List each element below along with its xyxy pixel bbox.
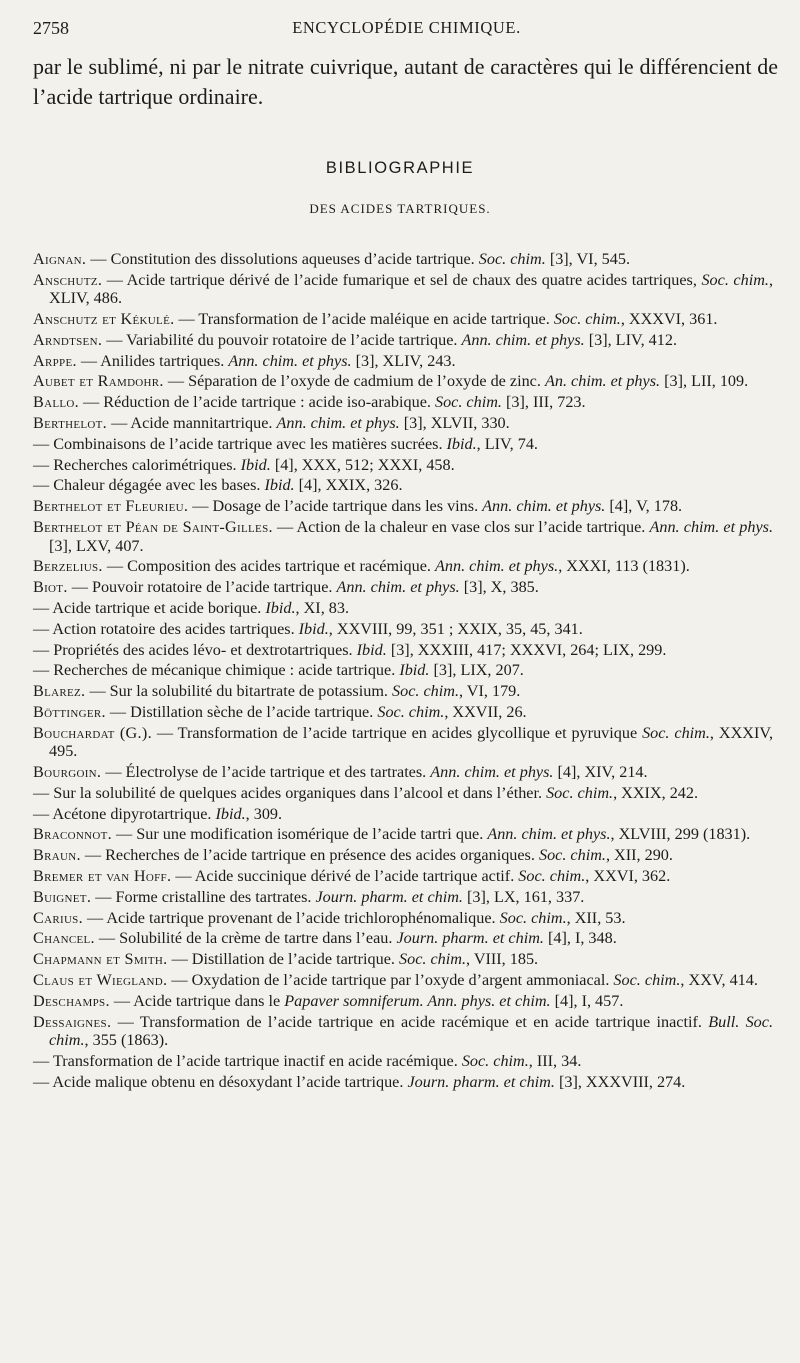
bibliography-entry xyxy=(33,1013,773,1050)
entry-source: Ann. chim. et phys. xyxy=(276,414,400,433)
entry-source: Ann. chim. et phys. xyxy=(461,330,585,349)
entry-title: — Recherches calorimétriques. xyxy=(33,455,241,474)
entry-author: Anschutz et Kékulé. xyxy=(33,310,175,329)
entry-author: Braun. xyxy=(33,846,81,865)
entry-source: Ann. chim. et phys. xyxy=(649,518,773,537)
entry-reference: , XXVIII, 99, 351 ; XXIX, 35, 45, 341. xyxy=(328,619,583,638)
entry-author: Claus et Wiegland. xyxy=(33,971,168,989)
entry-title: — Acide tartrique dérivé de l’acide fumarique et sel de chaux des quatre acides tartriques, xyxy=(102,270,702,289)
bibliography-entry xyxy=(33,476,773,495)
entry-reference: [3], III, 723. xyxy=(501,393,586,412)
entry-source: Ann. chim. et phys. xyxy=(482,497,606,516)
bibliography-entry xyxy=(33,846,773,865)
entry-reference: [3], XLIV, 243. xyxy=(351,351,456,370)
entry-reference: , XLVIII, 299 (1831). xyxy=(610,825,751,844)
entry-title: — Oxydation de l’acide tartrique par l’oxyde d’argent ammoniacal. xyxy=(167,971,614,989)
entry-source: Ibid. xyxy=(264,476,295,495)
entry-source: Soc. chim. xyxy=(613,971,681,989)
entry-source: Ibid. xyxy=(356,640,387,659)
bibliography-entry xyxy=(33,414,773,433)
entry-title: — Dosage de l’acide tartrique dans les vins. xyxy=(188,497,483,516)
entry-title: — Sur la solubilité de quelques acides organiques dans l’alcool et dans l’éther. xyxy=(33,783,547,802)
bibliography-entry xyxy=(33,310,773,329)
entry-title: — Séparation de l’oxyde de cadmium de l’oxyde de zinc. xyxy=(163,372,545,391)
entry-author: Berthelot et Fleurieu. xyxy=(33,497,189,516)
entry-author: Dessaignes. xyxy=(33,1012,112,1031)
entry-title: — Acide mannitartrique. xyxy=(107,414,277,433)
entry-title: — Forme cristalline des tartrates. xyxy=(91,887,316,906)
entry-reference: , XI, 83. xyxy=(295,598,350,617)
entry-source: Journ. pharm. et chim. xyxy=(407,1072,555,1091)
entry-source: Bull. Soc. chim. xyxy=(49,1012,773,1050)
bibliography-entry xyxy=(33,703,773,722)
entry-reference: , VI, 179. xyxy=(459,682,521,701)
entry-title: — Distillation sèche de l’acide tartrique. xyxy=(105,702,378,721)
entry-author: Blarez. xyxy=(33,682,86,701)
entry-title: — Combinaisons de l’acide tartrique avec les matières sucrées. xyxy=(33,434,447,453)
entry-title: — Transformation de l’acide tartrique en acides glycollique et pyruvique xyxy=(151,723,643,742)
entry-reference: , III, 34. xyxy=(528,1051,582,1070)
entry-title: — Acide succinique dérivé de l’acide tartrique actif. xyxy=(171,867,519,886)
bibliography-entry xyxy=(33,393,773,412)
bibliography-entry xyxy=(33,888,773,907)
entry-source: Soc. chim. xyxy=(478,250,546,268)
entry-reference: , 355 (1863). xyxy=(84,1031,169,1050)
entry-source: Ibid. xyxy=(298,619,329,638)
entry-source: Ibid. xyxy=(399,661,430,680)
entry-reference: [3], LII, 109. xyxy=(660,372,749,391)
entry-title: — Acétone dipyrotartrique. xyxy=(33,804,216,823)
entry-author: Braconnot. xyxy=(33,825,112,844)
bibliography-entry xyxy=(33,825,773,844)
entry-reference: , 309. xyxy=(245,804,283,823)
entry-title: — Pouvoir rotatoire de l’acide tartrique. xyxy=(67,578,337,597)
entry-author: Ballo. xyxy=(33,393,79,412)
entry-source: Soc. chim. xyxy=(518,867,586,886)
entry-author: Bremer et van Hoff. xyxy=(33,867,172,886)
bibliography-entry xyxy=(33,682,773,701)
page-number: 2758 xyxy=(33,18,69,38)
entry-author: Berthelot. xyxy=(33,414,108,433)
entry-reference: , XXVI, 362. xyxy=(585,867,671,886)
entry-author: Berthelot et Péan de Saint-Gilles. xyxy=(33,518,273,537)
bibliography-entry xyxy=(33,497,773,516)
entry-author: Chancel. xyxy=(33,929,95,948)
entry-title: — Distillation de l’acide tartrique. xyxy=(167,950,400,969)
entry-title: — Sur une modification isomérique de l’acide tartri que. xyxy=(111,825,488,844)
entry-title: — Acide malique obtenu en désoxydant l’acide tartrique. xyxy=(33,1072,408,1091)
entry-title: — Recherches de l’acide tartrique en présence des acides organiques. xyxy=(80,846,539,865)
entry-source: Ann. chim. et phys. xyxy=(435,557,559,576)
entry-source: Soc. chim. xyxy=(553,310,621,329)
bibliography-entry xyxy=(33,599,773,618)
bibliography-entry xyxy=(33,435,773,454)
entry-title: — Transformation de l’acide maléique en acide tartrique. xyxy=(174,310,554,329)
entry-reference: [4], I, 457. xyxy=(550,991,624,1010)
entry-author: Deschamps. xyxy=(33,991,110,1010)
bibliography-entry xyxy=(33,784,773,803)
entry-reference: , LIV, 74. xyxy=(476,434,538,453)
bibliography-entry xyxy=(33,971,773,990)
entry-reference: , XXIX, 242. xyxy=(613,783,699,802)
entry-author: Bourgoin. xyxy=(33,763,102,782)
entry-reference: , XII, 53. xyxy=(566,908,626,927)
entry-title: — Propriétés des acides lévo- et dextrotartriques. xyxy=(33,640,357,659)
entry-source: Soc. chim. xyxy=(546,783,614,802)
entry-reference: [4], V, 178. xyxy=(605,497,683,516)
entry-source: Soc. chim. xyxy=(392,682,459,701)
bibliography-entry xyxy=(33,331,773,350)
entry-title: — Chaleur dégagée avec les bases. xyxy=(33,476,265,495)
running-title: ENCYCLOPÉDIE CHIMIQUE. xyxy=(292,18,521,37)
bibliography-entry xyxy=(33,456,773,475)
entry-source: Ibid. xyxy=(240,455,271,474)
entry-source: Ann. chim. et phys. xyxy=(430,763,554,782)
bibliography-entry xyxy=(33,805,773,824)
bibliography-entry xyxy=(33,763,773,782)
bibliography-entry xyxy=(33,867,773,886)
entry-title: — Action de la chaleur en vase clos sur l’acide tartrique. xyxy=(272,518,650,537)
entry-author: Chapmann et Smith. xyxy=(33,950,168,969)
entry-source: Ibid. xyxy=(215,804,246,823)
entry-source: Soc. chim. xyxy=(499,908,567,927)
entry-source: Ann. chim. et phys. xyxy=(228,351,352,370)
entry-source: Soc. chim. xyxy=(434,393,502,412)
entry-reference: [4], XXIX, 326. xyxy=(294,476,403,495)
entry-reference: [3], XLVII, 330. xyxy=(399,414,510,433)
entry-source: An. chim. et phys. xyxy=(544,372,661,391)
entry-title: — Réduction de l’acide tartrique : acide iso-arabique. xyxy=(78,393,435,412)
entry-reference: [3], XXXVIII, 274. xyxy=(554,1072,686,1091)
entry-author: Anschutz. xyxy=(33,270,103,289)
entry-reference: [3], X, 385. xyxy=(459,578,539,597)
entry-title: — Acide tartrique dans le xyxy=(109,991,285,1010)
entry-reference: [4], I, 348. xyxy=(543,929,617,948)
entry-title: — Recherches de mécanique chimique : acide tartrique. xyxy=(33,661,400,680)
bibliography-entry xyxy=(33,641,773,660)
entry-reference: , XXXVI, 361. xyxy=(620,310,718,329)
entry-author: Böttinger. xyxy=(33,702,106,721)
bibliography-list xyxy=(33,250,773,1093)
bibliography-entry xyxy=(33,578,773,597)
entry-reference: , XXXIV, 495. xyxy=(49,723,773,761)
entry-title: — Sur la solubilité du bitartrate de potassium. xyxy=(85,682,393,701)
entry-title: — Composition des acides tartrique et racémique. xyxy=(102,557,435,576)
entry-reference: , XII, 290. xyxy=(605,846,673,865)
entry-title: — Solubilité de la crème de tartre dans l’eau. xyxy=(94,929,397,948)
entry-reference: [3], XXXIII, 417; XXXVI, 264; LIX, 299. xyxy=(386,640,667,659)
entry-title: — Acide tartrique et acide borique. xyxy=(33,598,266,617)
entry-reference: [3], LX, 161, 337. xyxy=(462,887,585,906)
entry-title: — Transformation de l’acide tartrique inactif en acide racémique. xyxy=(33,1051,462,1070)
bibliography-heading: BIBLIOGRAPHIE xyxy=(325,159,475,177)
entry-reference: [3], LXV, 407. xyxy=(49,536,144,555)
page-header xyxy=(33,18,780,40)
entry-source: Ann. chim. et phys. xyxy=(336,578,460,597)
entry-title: — Acide tartrique provenant de l’acide trichlorophénomalique. xyxy=(82,908,500,927)
bibliography-entry xyxy=(33,557,773,576)
bibliography-entry xyxy=(33,909,773,928)
entry-reference: , XXVII, 26. xyxy=(444,702,527,721)
entry-author: Bouchardat (G.). xyxy=(33,723,152,742)
entry-author: Aubet et Ramdohr. xyxy=(33,372,164,391)
bibliography-entry xyxy=(33,661,773,680)
entry-source: Papaver somniferum. Ann. phys. et chim. xyxy=(284,991,551,1010)
entry-title: — Électrolyse de l’acide tartrique et des tartrates. xyxy=(101,763,431,782)
bibliography-entry xyxy=(33,1052,773,1071)
entry-source: Journ. pharm. et chim. xyxy=(315,887,463,906)
entry-author: Carius. xyxy=(33,908,83,927)
entry-author: Berzelius. xyxy=(33,557,103,576)
entry-source: Soc. chim. xyxy=(399,950,467,969)
entry-reference: , XXV, 414. xyxy=(680,971,758,989)
bibliography-entry xyxy=(33,929,773,948)
bibliography-entry xyxy=(33,372,773,391)
entry-reference: , XLIV, 486. xyxy=(49,270,773,308)
entry-title: — Transformation de l’acide tartrique en acide racémique et en acide tartrique inactif. xyxy=(111,1012,709,1031)
entry-title: — Action rotatoire des acides tartriques. xyxy=(33,619,299,638)
entry-source: Ann. chim. et phys. xyxy=(487,825,611,844)
entry-source: Ibid. xyxy=(446,434,477,453)
entry-source: Journ. pharm. et chim. xyxy=(396,929,544,948)
bibliography-entry xyxy=(33,950,773,969)
entry-reference: [3], LIV, 412. xyxy=(584,330,677,349)
entry-reference: [3], LIX, 207. xyxy=(429,661,524,680)
entry-title: — Constitution des dissolutions aqueuses d’acide tartrique. xyxy=(86,250,479,268)
bibliography-entry xyxy=(33,250,773,269)
bibliography-subheading: DES ACIDES TARTRIQUES. xyxy=(309,201,491,216)
entry-author: Arndtsen. xyxy=(33,330,103,349)
entry-source: Ibid. xyxy=(265,598,296,617)
entry-source: Soc. chim. xyxy=(461,1051,529,1070)
entry-title: — Variabilité du pouvoir rotatoire de l’acide tartrique. xyxy=(102,330,462,349)
entry-source: Soc. chim. xyxy=(701,270,769,289)
entry-reference: [4], XIV, 214. xyxy=(553,763,648,782)
bibliography-entry xyxy=(33,518,773,555)
entry-reference: [3], VI, 545. xyxy=(545,250,630,268)
entry-reference: , XXXI, 113 (1831). xyxy=(558,557,690,576)
entry-title: — Anilides tartriques. xyxy=(76,351,229,370)
entry-reference: [4], XXX, 512; XXXI, 458. xyxy=(270,455,455,474)
bibliography-entry xyxy=(33,271,773,308)
bibliography-entry xyxy=(33,352,773,371)
entry-author: Buignet. xyxy=(33,887,92,906)
entry-source: Soc. chim. xyxy=(538,846,606,865)
entry-author: Aignan. xyxy=(33,250,87,268)
entry-source: Soc. chim. xyxy=(377,702,445,721)
entry-author: Biot. xyxy=(33,578,68,597)
bibliography-entry xyxy=(33,1073,773,1092)
bibliography-entry xyxy=(33,992,773,1011)
entry-author: Arppe. xyxy=(33,351,77,370)
entry-source: Soc. chim. xyxy=(642,723,710,742)
entry-reference: , VIII, 185. xyxy=(466,950,539,969)
bibliography-entry xyxy=(33,724,773,761)
intro-paragraph: par le sublimé, ni par le nitrate cuivrique, autant de caractères qui le différencient de l’acide tartrique ordinaire. xyxy=(33,54,778,109)
bibliography-entry xyxy=(33,620,773,639)
